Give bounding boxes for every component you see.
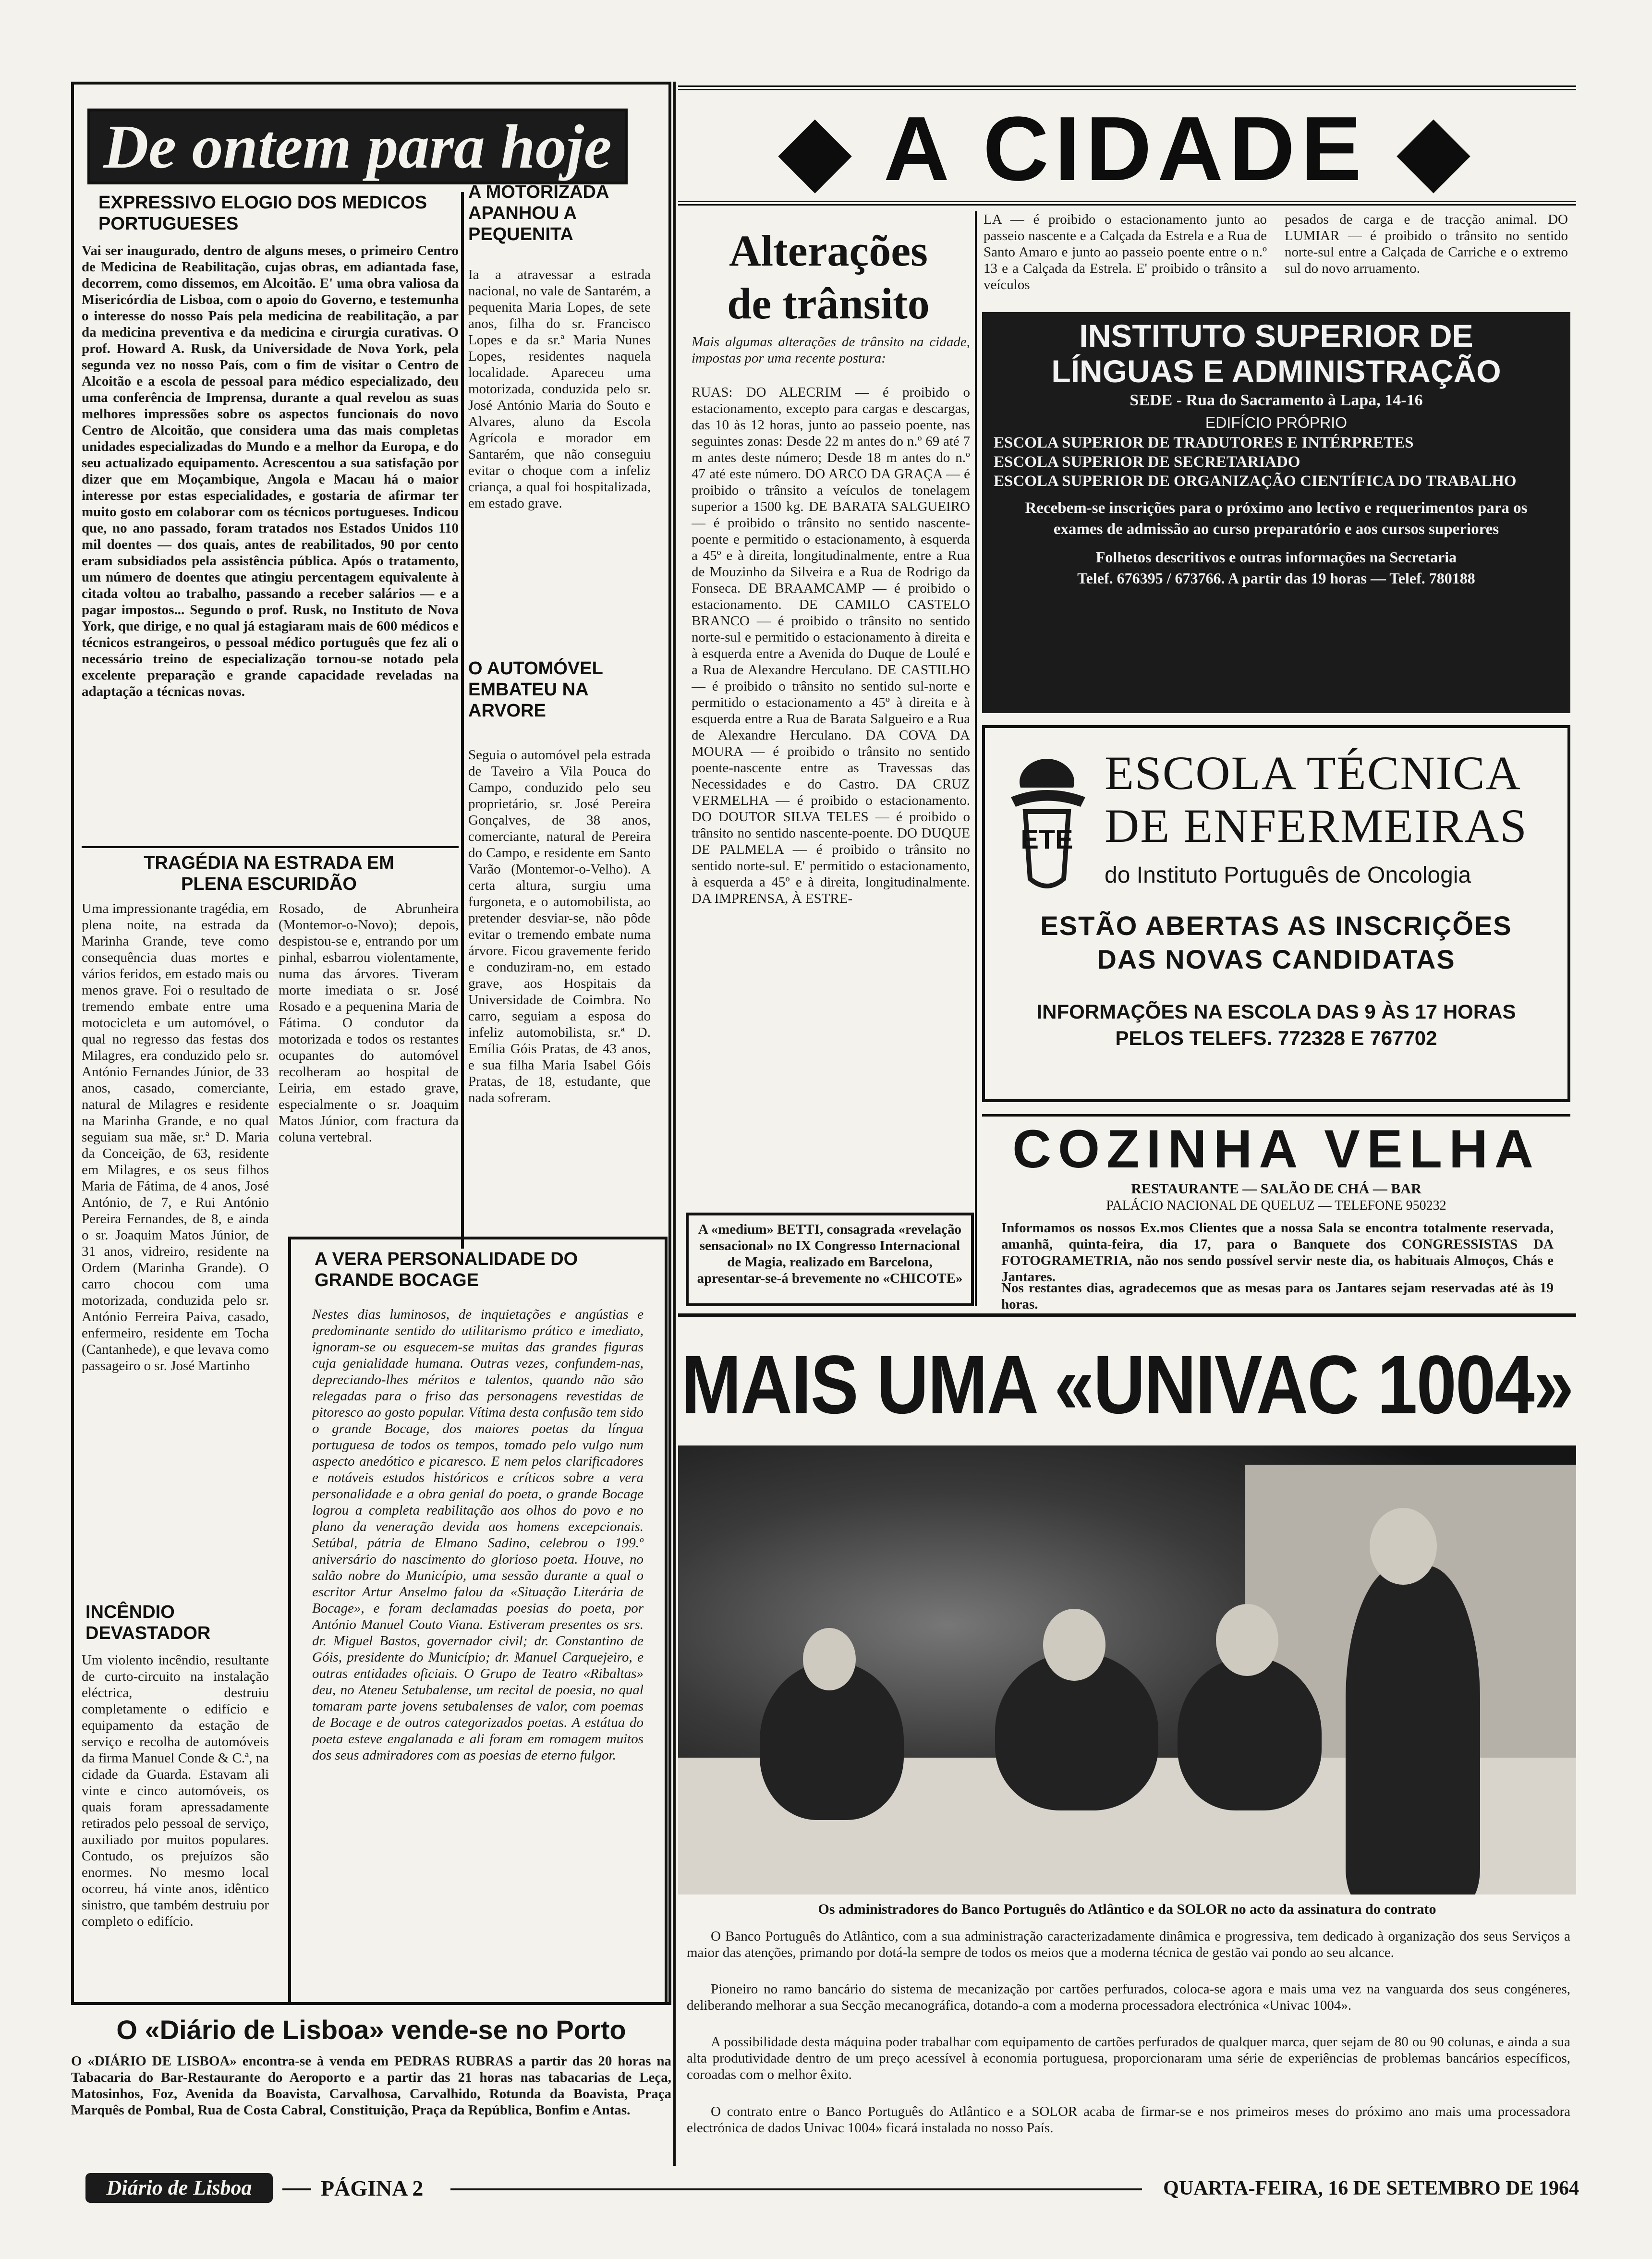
univac-title: MAIS UMA «UNIVAC 1004» <box>681 1338 1573 1431</box>
cidade-top-rule <box>678 85 1576 90</box>
univac-caption: Os administradores do Banco Português do Atlântico e da SOLOR no acto da assinatura do contrato <box>818 1901 1436 1917</box>
article-bocage-title: A VERA PERSONALIDADE DO GRANDE BOCAGE <box>315 1249 578 1290</box>
betti-text: A «medium» BETTI, consagrada «revelação sensacional» no IX Congresso Internacional de Magia, realizado em Barcelona, apresentar-se-á brevemente no «CHICOTE» <box>697 1222 963 1286</box>
page-divider <box>673 82 676 2166</box>
instituto-folhetos: Folhetos descritivos e outras informações na Secretaria <box>1095 548 1457 566</box>
porto-title: O «Diário de Lisboa» vende-se no Porto <box>116 2015 626 2045</box>
univac-photo <box>678 1445 1576 1895</box>
betti-box <box>686 1213 974 1306</box>
footer-rule-1 <box>282 2188 311 2190</box>
footer <box>71 2168 1579 2211</box>
univac-p3: A possibilidade desta máquina poder trabalhar com equipamento de cartões perfurados de qualquer marca, quer sejam de 80 ou 90 colunas, e ainda a sua alta produtividade dentro de um preço acessível à economia portuguesa, proporcionaram uma série de experiências de problemas bancários específicos, coroadas com o melhor êxito. <box>687 2034 1570 2082</box>
escola-logo <box>1001 754 1093 898</box>
transito-cont-2: pesados de carga e de tracção animal. DO LUMIAR — é proibido o trânsito no sentido norte-sul entre a Calçada de Carriche e o extremo sul do novo arruamento. <box>1285 212 1568 276</box>
article-medicos-body: Vai ser inaugurado, dentro de alguns meses, o primeiro Centro de Medicina de Reabilitação, cujas obras, em adiantada fase, decorrem, como dissemos, em Alcoitão. E' uma obra valiosa da Misericórdia de Lisboa, com o apoio do Governo, e testemunha o interesse do nosso País pela medicina de reabilitação, a par da medicina preventiva e da medicina e cirurgia curativas. O prof. Howard A. Rusk, da Universidade de Nova York, pela segunda vez no nosso País, com o fim de visitar o Centro de Alcoitão e a escola de pessoal para médico especializado, deu uma conferência de Imprensa, durante a qual revelou as suas melhores impressões sobre os aspectos funcionais do novo Centro de Alcoitão, que considera uma das mais completas unidades especializadas do Mundo e a melhor da Europa, e do seu actualizado equipamento. Acrescentou a sua satisfação por dizer que em Moçambique, Angola e Macau há o maior interesse por estas especialidades, e gostaria de afirmar ter muito gosto em colaborar com os técnicos portugueses. Indicou que, no ano passado, foram tratados nos Estados Unidos 110 mil doentes — dos quais, antes de reabilitados, 90 por cento eram subsidiados pela assistência pública. Após o tratamento, um número de doentes que atingiu percentagem equivalente à citada voltou ao trabalho, passando a receber salários — e a pagar impostos... Segundo o prof. Rusk, no Instituto de Nova York, que dirige, e no qual já estagiaram mais de 600 médicos e técnicos estrangeiros, o pessoal médico português que fez ali o necessário treino de especialização tornou-se notado pela excelente preparação e grande capacidade reveladas na adaptação a técnicas novas. <box>82 243 459 699</box>
footer-rule-2 <box>450 2188 1142 2190</box>
escola-subtitle: do Instituto Português de Oncologia <box>1105 862 1471 888</box>
article-incendio-title: INCÊNDIO DEVASTADOR <box>85 1602 211 1643</box>
footer-logo <box>85 2173 273 2203</box>
photo-face-4 <box>1370 1508 1437 1585</box>
cozinha-sub-2: PALÁCIO NACIONAL DE QUELUZ — TELEFONE 950232 <box>1106 1198 1446 1213</box>
escola-info-2: PELOS TELEFS. 772328 E 767702 <box>1115 1027 1437 1049</box>
cozinha-p1: Informamos os nossos Ex.mos Clientes que a nossa Sala se encontra totalmente reservada, amanhã, quinta-feira, dia 17, para o Banquete dos CONGRESSISTAS DA FOTOGRAMETRIA, não nos sendo possível servir neste dia, os habituais Almoços, Chás e Jantares. <box>1001 1220 1554 1285</box>
article-automovel-title: O AUTOMÓVEL EMBATEU NA ARVORE <box>468 658 603 721</box>
cozinha-sub-1: RESTAURANTE — SALÃO DE CHÁ — BAR <box>1131 1181 1421 1197</box>
transito-cont-1: LA — é proibido o estacionamento junto ao passeio nascente e a Calçada da Estrela e a Rua de Santo Amaro e junto ao passeio poente entre o n.º 13 e a Calçada da Estrela. E' proibido o trânsito a veículos <box>984 212 1267 292</box>
instituto-escola-3: ESCOLA SUPERIOR DE ORGANIZAÇÃO CIENTÍFICA DO TRABALHO <box>994 473 1517 490</box>
escola-abertas-1: ESTÃO ABERTAS AS INSCRIÇÕES <box>1040 911 1512 941</box>
cidade-banner <box>678 98 1576 199</box>
photo-face-2 <box>1043 1609 1105 1681</box>
footer-page: PÁGINA 2 <box>321 2176 424 2200</box>
photo-face-3 <box>1216 1604 1278 1676</box>
escola-info-1: INFORMAÇÕES NA ESCOLA DAS 9 ÀS 17 HORAS <box>1036 1000 1516 1023</box>
univac-p4: O contrato entre o Banco Português do Atlântico e a SOLOR acaba de firmar-se e nos primeiros meses do próximo ano mais uma processadora electrónica de dados Univac 1004» ficará instalada no nosso País. <box>687 2104 1570 2136</box>
article-motorizada-title: A MOTORIZADA APANHOU A PEQUENITA <box>468 182 609 244</box>
article-tragedia-col1: Uma impressionante tragédia, em plena noite, na estrada da Marinha Grande, teve como consequência duas mortes e vários feridos, em estado mais ou menos grave. Foi o resultado de tremendo embate entre uma motocicleta e um automóvel, o qual no regresso das festas dos Milagres, era conduzido pelo sr. António Fernandes Júnior, de 33 anos, casado, comerciante, natural de Milagres e residente na Marinha Grande, e no qual seguiam sua mãe, sr.ª D. Maria da Conceição, de 63, residente em Milagres, e os seus filhos Maria de Fátima, de 4 anos, José António, de 7, e Rui António Pereira Fernandes, de 8, e ainda o sr. Joaquim Matos Júnior, de 31 anos, vidreiro, residente na Ordem (Marinha Grande). O carro chocou com uma motorizada, conduzida pelo sr. António Ferreira Paiva, casado, enfermeiro, residente em Tocha (Cantanhede), e que levava como passageiro o sr. José Martinho <box>82 901 269 1373</box>
univac-p2: Pioneiro no ramo bancário do sistema de mecanização por cartões perfurados, coloca-se agora e mais uma vez na vanguarda dos seus congéneres, deliberando melhorar a sua Secção mecanográfica, dotando-a com a moderna processadora electrónica «Univac 1004». <box>687 1981 1570 2013</box>
column-rule <box>461 192 464 1249</box>
transito-lead: Mais algumas alterações de trânsito na cidade, impostas por uma recente postura: <box>692 334 970 366</box>
article-rule <box>82 846 459 848</box>
transito-title-2: de trânsito <box>727 279 930 328</box>
instituto-title-2: LÍNGUAS E ADMINISTRAÇÃO <box>1051 353 1501 389</box>
instituto-sede: SEDE - Rua do Sacramento à Lapa, 14-16 <box>1130 391 1423 409</box>
escola-title-1: ESCOLA TÉCNICA <box>1105 746 1521 800</box>
photo-face-1 <box>803 1628 856 1690</box>
article-motorizada-body: Ia a atravessar a estrada nacional, no vale de Santarém, a pequenita Maria Lopes, de sete anos, filha do sr. Francisco Lopes e da sr.ª Maria Nunes Lopes, residentes naquela localidade. Apareceu uma motorizada, conduzida pelo sr. José António Maria do Souto e Alvares, aluno da Escola Agrícola e morador em Santarém, que não conseguiu evitar o choque com a infeliz criança, a qual foi hospitalizada, em estado grave. <box>468 267 651 511</box>
escola-abertas-2: DAS NOVAS CANDIDATAS <box>1097 944 1456 974</box>
instituto-escola-1: ESCOLA SUPERIOR DE TRADUTORES E INTÉRPRETES <box>994 434 1414 451</box>
article-medicos-title: EXPRESSIVO ELOGIO DOS MEDICOS PORTUGUESES <box>98 193 427 234</box>
instituto-telefones: Telef. 676395 / 673766. A partir das 19 horas — Telef. 780188 <box>1077 570 1475 587</box>
instituto-inscricoes: Recebem-se inscrições para o próximo ano lectivo e requerimentos para os exames de admissão ao curso preparatório e aos cursos superiores <box>1025 499 1528 538</box>
univac-rule <box>678 1313 1576 1317</box>
cidade-column-rule <box>975 211 977 1306</box>
cidade-banner-title: ◆ A CIDADE ◆ <box>779 98 1475 200</box>
transito-title-1: Alterações <box>729 226 928 275</box>
left-banner-title: De ontem para hoje <box>103 112 612 182</box>
footer-logo-text: Diário de Lisboa <box>106 2176 252 2199</box>
porto-body: O «DIÁRIO DE LISBOA» encontra-se à venda em PEDRAS RUBRAS a partir das 20 horas na Tabacaria do Bar-Restaurante do Aeroporto e a partir das 21 horas nas tabacarias de Leça, Matosinhos, Foz, Avenida da Boavista, Carvalhosa, Carvalhido, Rotunda da Boavista, Praça Marquês de Pombal, Rua de Costa Cabral, Constituição, Praça da República, Bonfim e Antas. <box>71 2053 671 2118</box>
photo-person-4 <box>1346 1566 1480 1895</box>
article-bocage-body: Nestes dias luminosos, de inquietações e angústias e predominante sentido do utilitarismo prático e imediato, ignoram-se ou esquecem-se muitas das grandes figuras cuja genialidade humana. Outras vezes, confundem-nas, depreciando-lhes méritos e talentos, quando não são relegadas para o friso das personagens revestidas de pitoresco ao gosto popular. Vítima desta confusão tem sido o grande Bocage, dos maiores poetas da língua portuguesa de todos os tempos, tomado pelo vulgo num aspecto anedótico e picaresco. E nem pelos clarificadores e notáveis estudos históricos e críticos sobre a vera personalidade e a obra genial do poeta, o grande Bocage logrou a completa reabilitação aos olhos do povo e no plano da veneração devida aos homens excepcionais. Setúbal, pátria de Elmano Sadino, celebrou o 199.º aniversário do nascimento do glorioso poeta. Houve, no salão nobre do Município, uma sessão durante a qual o escritor Artur Anselmo falou da «Situação Literária de Bocage», e foram declamadas poesias do poeta, por António Manuel Couto Viana. Estiveram presentes os srs. dr. Miguel Bastos, governador civil; dr. Constantino de Góis, presidente do Município; dr. Manuel Carquejeiro, e outras entidades oficiais. O Grupo de Teatro «Ribaltas» deu, no Ateneu Setubalense, um recital de poesia, no qual tomaram parte jovens setubalenses de valor, com poemas de Bocage e de outros categorizados poetas. A estátua do poeta esteve engalanada e ali foram em romagem muitos dos seus admiradores com as poesias de eterno fulgor. <box>312 1307 644 1763</box>
footer-date: QUARTA-FEIRA, 16 DE SETEMBRO DE 1964 <box>1163 2177 1579 2199</box>
cozinha-title: COZINHA VELHA <box>1012 1119 1540 1179</box>
univac-p1: O Banco Português do Atlântico, com a sua administração caracterizadamente dinâmica e progressiva, tem dedicado à organização dos seus Serviços a maior das atenções, primando por dotá-la sempre de todos os meios que a moderna técnica de gestão vai pondo ao seu alcance. <box>687 1929 1570 1960</box>
instituto-title-1: INSTITUTO SUPERIOR DE <box>1079 318 1473 353</box>
article-tragedia-title: TRAGÉDIA NA ESTRADA EM PLENA ESCURIDÃO <box>144 853 394 894</box>
article-tragedia-col2: Rosado, de Abrunheira (Montemor-o-Novo); depois, despistou-se e, entrando por um pinhal, esbarrou violentamente, numa das árvores. Tiveram morte imediata o sr. José Rosado e a pequenina Maria de Fátima. O condutor da motorizada e todos os restantes ocupantes do automóvel recolheram ao hospital de Leiria, em estado grave, especialmente o sr. Joaquim Matos Júnior, com fractura da coluna vertebral. <box>279 901 459 1145</box>
article-automovel-body: Seguia o automóvel pela estrada de Taveiro a Vila Pouca do Campo, conduzido pelo seu proprietário, sr. José Pereira Gonçalves, de 38 anos, comerciante, natural de Pereira do Campo, e residente em Santo Varão (Montemor-o-Velho). A certa altura, surgiu uma furgoneta, e o automobilista, ao pretender desviar-se, não pôde evitar o tremendo embate numa árvore. Ficou gravemente ferido e conduziram-no, em estado grave, aos Hospitais da Universidade de Coimbra. No carro, seguiam a esposa do infeliz automobilista, sr.ª D. Emília Góis Pratas, de 43 anos, e sua filha Maria Isabel Góis Pratas, de 18, estudante, que nada sofreram. <box>468 747 651 1105</box>
article-incendio-body: Um violento incêndio, resultante de curto-circuito na instalação eléctrica, destruiu completamente o edifício e equipamento da estação de serviço e recolha de automóveis da firma Manuel Conde & C.ª, na cidade da Guarda. Estavam ali vinte e cinco automóveis, os quais foram apressadamente retirados pelo pessoal de serviço, auxiliado por muitos populares. Contudo, os prejuízos são enormes. No mesmo local ocorreu, há vinte anos, idêntico sinistro, que também destruiu por completo o edifício. <box>82 1652 269 1929</box>
instituto-escola-2: ESCOLA SUPERIOR DE SECRETARIADO <box>994 453 1300 471</box>
escola-logo-text: ETE <box>1020 824 1073 854</box>
cozinha-p2: Nos restantes dias, agradecemos que as mesas para os Jantares sejam reservadas até às 19 horas. <box>1001 1280 1554 1312</box>
transito-body: RUAS: DO ALECRIM — é proibido o estacionamento, excepto para cargas e descargas, das 10 às 12 horas, junto ao passeio poente, nas seguintes zonas: Desde 22 m antes do n.º 69 até 7 m antes deste número; Desde 18 m antes do n.º 47 até este número. DO ARCO DA GRAÇA — é proibido o trânsito a veículos de tonelagem superior a 1500 kg. DE BARATA SALGUEIRO — é proibido o trânsito no sentido nascente-poente e permitido o estacionamento, à esquerda a 45º e à direita, longitudinalmente, entre a Rua de Mouzinho da Silveira e a Rua de Rodrigo da Fonseca. DE BRAAMCAMP — é proibido o estacionamento. DE CAMILO CASTELO BRANCO — é proibido o trânsito no sentido norte-sul e permitido o estacionamento à direita e à esquerda entre a Avenida do Duque de Loulé e a Rua de Alexandre Herculano. DE CASTILHO — é proibido o trânsito no sentido sul-norte e permitido o estacionamento a 45º à direita e à esquerda entre a Rua de Barata Salgueiro e a Rua de Alexandre Herculano. DA COVA DA MOURA — é proibido o trânsito no sentido poente-nascente entre as Travessas das Necessidades e do Castro. DA CRUZ VERMELHA — é proibido o estacionamento. DO DOUTOR SILVA TELES — é proibido o trânsito no sentido nascente-poente. DO DUQUE DE PALMELA — é proibido o trânsito no sentido norte-sul. E' permitido o estacionamento, à esquerda a 45º e à direita, longitudinalmente. DA IMPRENSA, À ESTRE- <box>692 385 970 906</box>
cidade-bottom-rule <box>678 201 1576 206</box>
left-banner <box>87 109 628 184</box>
photo-person-3 <box>1178 1657 1322 1810</box>
instituto-edificio: EDIFÍCIO PRÓPRIO <box>1205 414 1348 431</box>
instituto-ad <box>982 312 1570 713</box>
escola-title-2: DE ENFERMEIRAS <box>1105 799 1528 852</box>
